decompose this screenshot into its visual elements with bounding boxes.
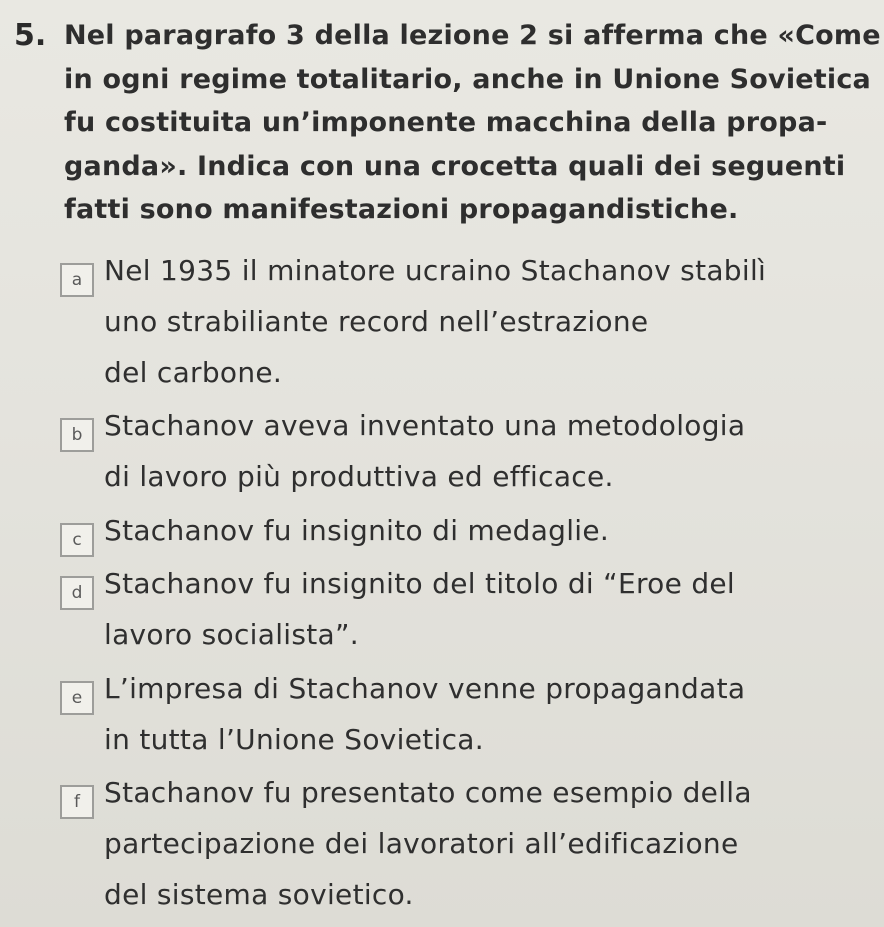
option-f-text: [104, 767, 752, 920]
question-line: ganda». Indica con una crocetta quali dei seguenti: [64, 150, 846, 182]
option-line: partecipazione dei lavoratori all’edificazione: [104, 827, 739, 860]
question-number: 5.: [14, 18, 47, 53]
option-c-text: [104, 505, 609, 556]
option-f-checkbox[interactable]: f: [60, 785, 94, 819]
option-line: Stachanov fu insignito di medaglie.: [104, 514, 610, 547]
option-line: Stachanov fu presentato come esempio della: [104, 776, 752, 809]
option-a-text: [104, 245, 766, 398]
option-line: del sistema sovietico.: [104, 878, 414, 911]
option-line: in tutta l’Unione Sovietica.: [104, 723, 484, 756]
question-line: in ogni regime totalitario, anche in Unione Sovietica: [64, 63, 871, 95]
option-a-checkbox[interactable]: a: [60, 263, 94, 297]
option-d-checkbox[interactable]: d: [60, 576, 94, 610]
option-line: Stachanov aveva inventato una metodologia: [104, 409, 746, 442]
question-line: fatti sono manifestazioni propagandistiche.: [64, 194, 739, 225]
option-line: Stachanov fu insignito del titolo di “Eroe del: [104, 567, 736, 600]
option-d-text: [104, 558, 735, 660]
question-line: Nel paragrafo 3 della lezione 2 si afferma che «Come: [64, 20, 881, 51]
question-line: fu costituita un’imponente macchina della propa-: [64, 107, 828, 138]
option-line: uno strabiliante record nell’estrazione: [104, 305, 649, 338]
question-text: [64, 14, 879, 232]
option-e-checkbox[interactable]: e: [60, 681, 94, 715]
option-line: del carbone.: [104, 356, 283, 389]
option-line: Nel 1935 il minatore ucraino Stachanov stabilì: [104, 254, 767, 287]
option-b-checkbox[interactable]: b: [60, 418, 94, 452]
option-line: di lavoro più produttiva ed efficace.: [104, 460, 614, 493]
option-c-checkbox[interactable]: c: [60, 523, 94, 557]
question-block: [14, 14, 881, 232]
option-line: lavoro socialista”.: [104, 618, 360, 651]
option-b-text: [104, 400, 745, 502]
option-line: L’impresa di Stachanov venne propagandata: [104, 672, 746, 705]
option-e-text: [104, 663, 745, 765]
